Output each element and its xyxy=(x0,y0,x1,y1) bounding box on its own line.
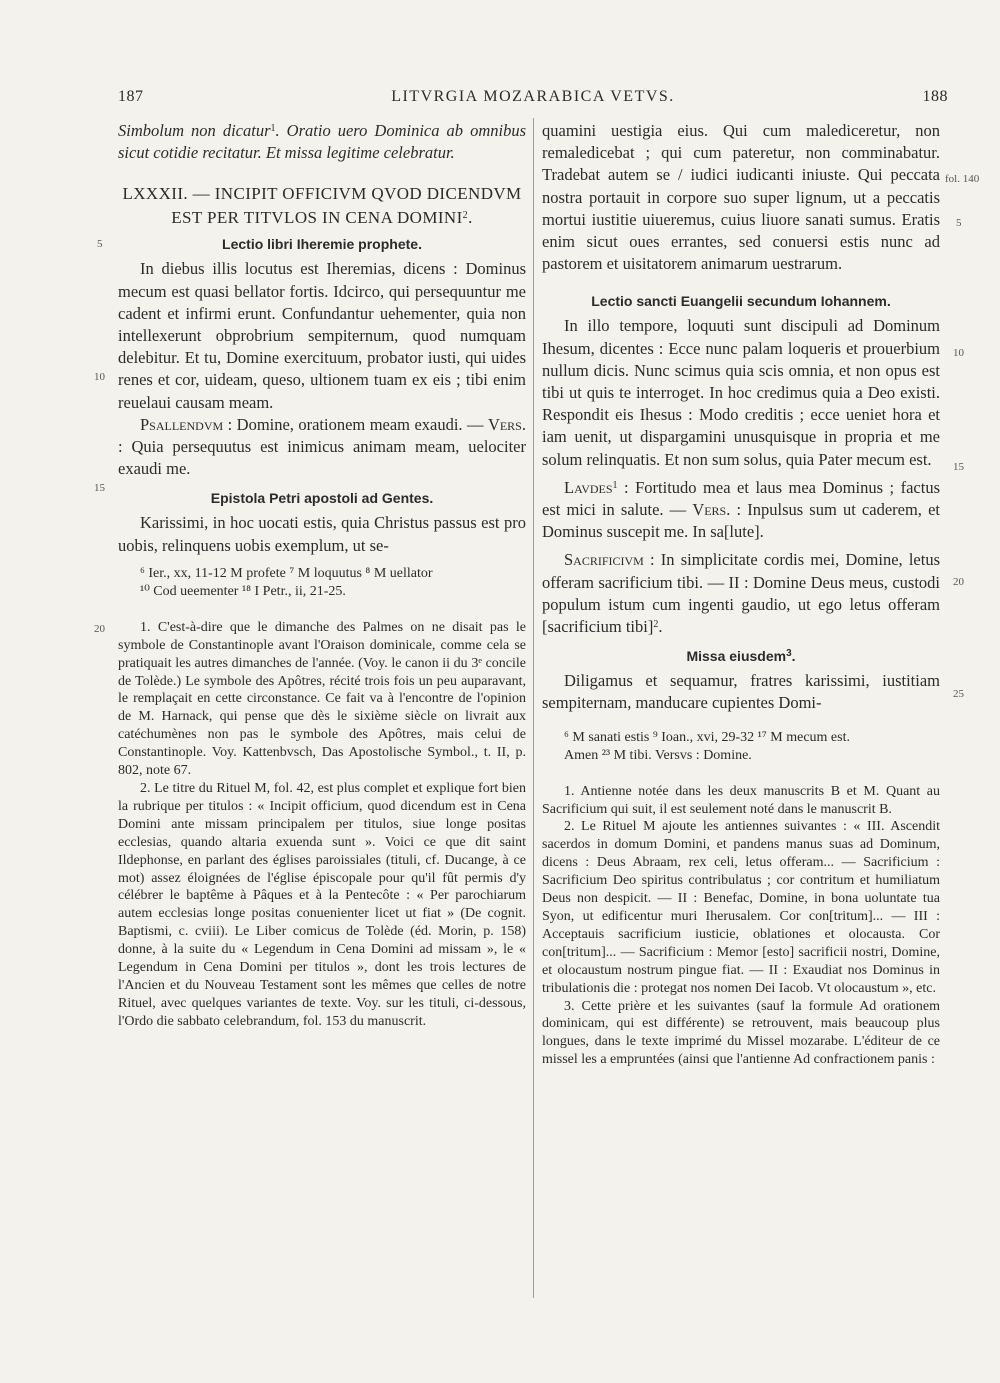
intro-part-2: . Oratio uero Dominica ab omnibus sicut cotidie recitatur. Et missa legitime celebratur. xyxy=(118,121,526,163)
lectio-2 xyxy=(542,315,940,638)
lectio-2-text: In illo tempore, loquuti sunt discipuli ad Dominum Ihesum, dicentes : Ecce nunc palam loqueris et prouerbium nullum dicis. Nunc scimus quia scis omnia, et non opus est tibi ut quis te interroget. In hoc credimus quia a Deo existi. Respondit eis Ihesus : Modo creditis ; ecce ueniet hora et iam uenit, ut dispargamini unusquisque in propria et me solum relinquatis. Et non sum solus, quia Pater mecum est. xyxy=(542,316,940,469)
apparatus-line: Amen ²³ M tibi. Versvs : Domine. xyxy=(564,747,752,763)
missa xyxy=(542,670,940,714)
missa-footnote-ref: 3 xyxy=(786,648,792,660)
margin-line-number: 10 xyxy=(94,371,105,383)
footnote-3: 3. Cette prière et les suivantes (sauf la formule Ad orationem dominicam, qui est différente) se retrouvent, mais beaucoup plus longues, dans le texte imprimé du Missel mozarabe. L'éditeur de ce missel les a empruntées (ainsi que l'antienne Ad confractionem panis : xyxy=(542,998,940,1068)
psallendum xyxy=(118,414,526,481)
footnote-2: 2. Le titre du Rituel M, fol. 42, est plus complet et explique fort bien la rubrique per titulos : « Incipit officium, quod dicendum est in Cena Domini ante missam principalem per titulos, siue longe positas ecclesias, quando altaria exuenda sunt ». Voici ce que dit saint Ildephonse, en parlant des églises paroissiales (tituli, cf. Ducange, à ce mot) assez éloignées de l'église épiscopale pour qu'il fût permis d'y célébrer le baptême à Pâques et à la Pentecôte : « Per parochiarum autem ecclesias longe positas conuenienter licet ut fiat » (De cognit. Baptismi, c. cviii). Le Liber comicus de Tolède (éd. Morin, p. 158) donne, à la suite du « Legendum in Cena Domini ad missam », le « Legendum in Cena Domini per titulos », dont les trois lectures de l'Ancien et du Nouveau Testament sont les mêmes que celles de notre Rituel, avec quelques variantes de texte. Voy. sur les tituli, ci-dessous, l'Ordo die sabbato celebrandum, fol. 153 du manuscrit. xyxy=(118,781,526,1029)
margin-line-number: 15 xyxy=(94,482,105,494)
margin-line-number: 5 xyxy=(97,238,103,250)
laudes xyxy=(542,477,940,544)
sacrificium-text: : In simplicitate cordis mei, Domine, letus offeram sacrificium tibi. — II : Domine Deus meus, custodi populum istum cum ingenti gaudio, ut ego letus offeram [sacrificium tibi] xyxy=(542,550,940,637)
margin-line-number: 10 xyxy=(953,347,964,359)
sacrificium: Sacrificivm : In simplicitate cordis mei, Domine, letus offeram sacrificium tibi. — II : Domine Deus meus, custodi populum istum cum ingenti gaudio, ut ego letus offeram [sacrificium tibi]$^2$. xyxy=(542,550,940,637)
lectio-1-text: In diebus illis locutus est Iheremias, dicens : Dominus mecum est quasi bellator fortis. Idcirco, qui persequuntur me cadent et infirmi erunt. Confundantur uehementer, quia non intellexerunt obprobrium sempiternum, quod numquam delebitur. Et tu, Domine exercituum, probator iusti, qui uides renes et cor, uideam, queso, ultionem tuam ex eis ; tibi enim reuelaui causam meam. xyxy=(118,259,526,412)
left-body xyxy=(118,120,526,164)
sacrificium-footnote-ref: 2 xyxy=(653,619,659,631)
footnote-2: 2. Le Rituel M ajoute les antiennes suivantes : « III. Ascendit sacerdos in domum Domini, et pandens manus suas ad Dominum, dicens : Deus Abraam, rex celi, letus offeram... — Sacrificium : Sacrificium Deo spiritus contribulatus ; cor contritum et humiliatum Deus non despicit. — II : Benefac, Domine, in bona uoluntate tua Syon, ut edificentur muri Iherusalem. Cor con[tritum]... — III : Acceptauis sacrificium iusticie, oblationes et olocausta. Cor con[tritum]... — Sacrificium : Memor [esto] sacrificii nostri, Domine, et olocaustum nostrum pingue fiat. — II : Exaudiat nos Dominus in tribulationis die : protegat nos nomen Dei Iacob. Vt olocaustum », etc. xyxy=(542,819,940,996)
running-header xyxy=(118,88,948,112)
footnote-1: 1. C'est-à-dire que le dimanche des Palmes on ne disait pas le symbole de Constantinople avant l'Oraison dominicale, comme cela se pratiquait les autres dimanches de l'année. (Voy. le canon ii du 3ᵉ concile de Tolède.) Le symbole des Apôtres, récité trois fois un peu auparavant, le remplaçait en cette circonstance. Ce fait va à l'encontre de l'opinion de M. Harnack, qui pense que dès le sixième siècle on livrait aux catéchumènes non pas le symbole des Apôtres, mais celui de Constantinople. Voy. Kattenbvsch, Das Apostolische Symbol., t. II, p. 802, note 67. xyxy=(118,619,526,779)
intro-footnote-ref: 1 xyxy=(270,123,276,134)
apparatus-line: ⁶ M sanati estis ⁹ Ioan., xvi, 29-32 ¹⁷ M mecum est. xyxy=(564,729,850,745)
laudes-footnote-ref: 1 xyxy=(612,479,618,491)
chapter-footnote-ref: 2 xyxy=(462,210,469,222)
apparatus-line: ¹⁰ Cod ueementer ¹⁸ I Petr., ii, 21-25. xyxy=(140,583,346,599)
apparatus-line: ⁶ Ier., xx, 11-12 M profete ⁷ M loquutus ⁸ M uellator xyxy=(140,565,433,581)
footnotes-left xyxy=(118,619,526,1031)
psallendum-label: Psallendvm xyxy=(140,414,224,434)
epistola-text: Karissimi, in hoc uocati estis, quia Christus passus est pro uobis, relinquens uobis exemplum, ut se- xyxy=(118,513,526,555)
intro-part-1: Simbolum non dicatur xyxy=(118,121,271,140)
vers-label: Vers. xyxy=(487,414,526,434)
margin-folio: fol. 140 xyxy=(945,173,980,185)
margin-line-number: 25 xyxy=(953,688,964,700)
margin-line-number: 20 xyxy=(94,623,105,635)
intro-rubric xyxy=(118,120,526,164)
right-column xyxy=(542,120,940,1069)
left-page-number: 187 xyxy=(118,88,144,105)
laudes-label: Lavdes xyxy=(564,477,613,497)
vers-text: : Inpulsus sum ut caderem, et Dominus suscepit me. In sa[lute]. xyxy=(542,500,940,542)
vers-text: : Quia persequutus est inimicus animam meam, uelociter exaudi me. xyxy=(118,437,526,479)
margin-line-number: 15 xyxy=(953,461,964,473)
critical-apparatus-right xyxy=(542,729,940,765)
psallendum-text: : Domine, orationem meam exaudi. — xyxy=(223,414,488,434)
chapter-heading: LXXXII. — INCIPIT OFFICIVM QVOD DICENDVM EST PER TITVLOS IN CENA DOMINI$^2$. xyxy=(122,184,522,228)
column-divider xyxy=(533,118,534,1298)
missa-text: Diligamus et sequamur, fratres karissimi, iustitiam sempiternam, manducare cupientes Domi- xyxy=(542,671,940,713)
margin-line-number: 5 xyxy=(956,217,962,229)
footnote-1: 1. Antienne notée dans les deux manuscrits B et M. Quant au Sacrificium qui suit, il est seulement noté dans le manuscrit B. xyxy=(542,783,940,817)
sacrificium-label: Sacrificivm xyxy=(564,550,644,570)
laudes-text: : Fortitudo mea et laus mea Dominus ; factus est mici in salute. — xyxy=(542,477,940,520)
missa-title: Missa eiusdem xyxy=(686,648,787,665)
running-title: LITVRGIA MOZARABICA VETVS. xyxy=(391,88,675,105)
epistola-continued: quamini uestigia eius. Qui cum malediceretur, non remaledicebat ; qui cum pateretur, non comminabatur. Tradebat autem se / iudici iudicanti iniuste. Qui peccata nostra portauit in corpore suo super lignum, ut a peccatis mortui iustitie uiueremus, cuius liuore sanati sumus. Eratis enim sicut oues errantes, sed conuersi estis nunc ad pastorem et uisitatorem animarum uestrarum. xyxy=(542,121,940,274)
vers-label: Vers. xyxy=(692,500,731,520)
chapter-title: LXXXII. — INCIPIT OFFICIVM QVOD DICENDVM EST PER TITVLOS IN CENA DOMINI xyxy=(122,184,522,228)
lectio-1 xyxy=(118,258,526,480)
margin-line-number: 20 xyxy=(953,576,964,588)
epistola xyxy=(118,512,526,556)
critical-apparatus-left xyxy=(118,565,526,601)
epistola-heading: Epistola Petri apostoli ad Gentes. xyxy=(210,490,434,507)
left-column xyxy=(118,120,526,1031)
right-page-number: 188 xyxy=(922,88,948,105)
right-body xyxy=(542,120,940,275)
missa-heading: Missa eiusdem$^3$. xyxy=(686,648,796,665)
lectio-heading-2: Lectio sancti Euangelii secundum Iohannem. xyxy=(591,293,891,310)
footnotes-right xyxy=(542,783,940,1070)
lectio-heading-1: Lectio libri Iheremie prophete. xyxy=(222,236,422,253)
